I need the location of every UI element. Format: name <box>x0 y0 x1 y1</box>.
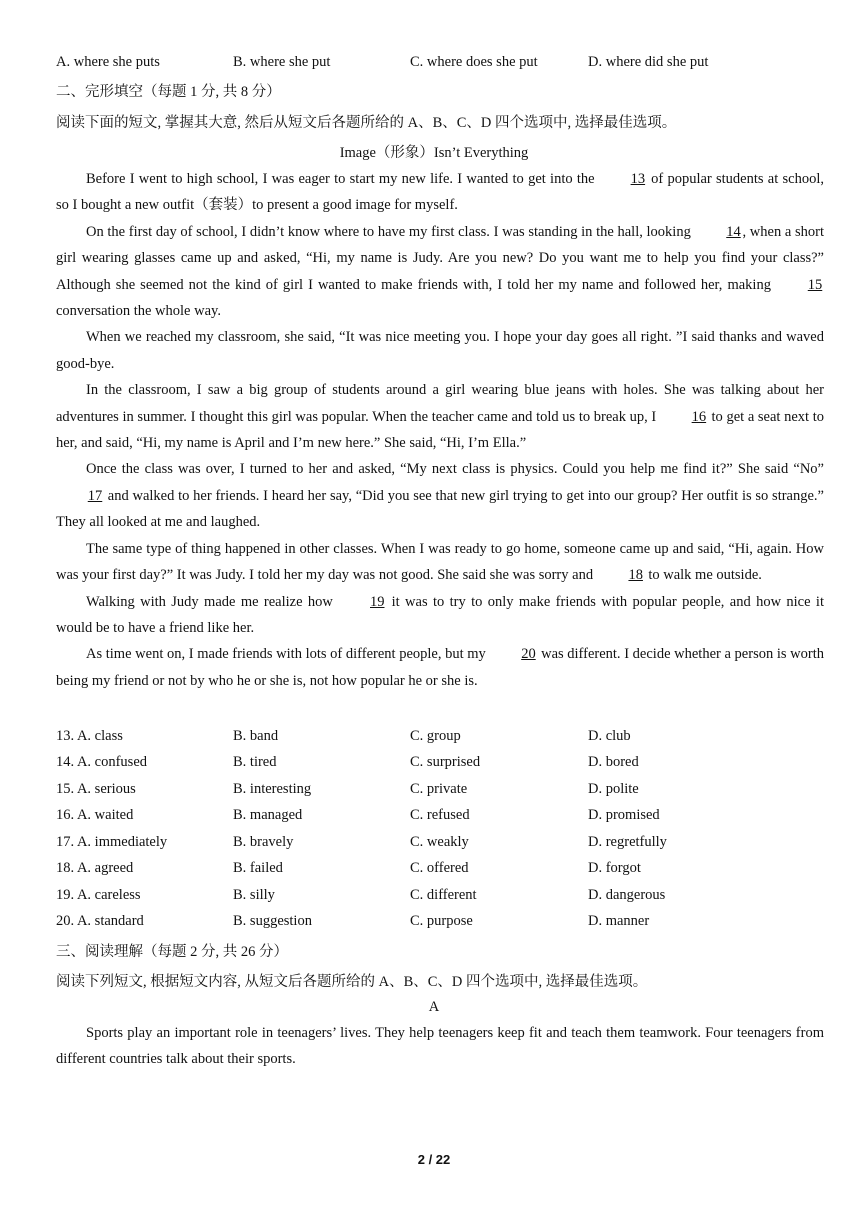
paragraph-1: Before I went to high school, I was eager to start my new life. I wanted to get into the 13 of popular students at school, so I bought a new outfit（套装）to present a good image for myself. <box>56 166 824 219</box>
choice-d: D. regretfully <box>588 834 667 850</box>
choice-b: B. silly <box>233 887 275 903</box>
choice-a: 15. A. serious <box>56 781 136 797</box>
section3-heading: 三、阅读理解（每题 2 分, 共 26 分） <box>56 944 288 960</box>
question-row <box>56 887 826 907</box>
choice-c: C. weakly <box>410 834 469 850</box>
question-row <box>56 807 826 827</box>
passage-label: A <box>428 999 440 1015</box>
choice-d: D. club <box>588 728 631 744</box>
paragraph-8: As time went on, I made friends with lots of different people, but my 20 was different. I decide whether a person is worth being my friend or not by who he or she is, not how popular he or she is. <box>56 641 824 694</box>
option-d: D. where did she put <box>588 54 709 70</box>
choice-c: C. different <box>410 887 477 903</box>
blank-18: 18 <box>628 567 643 584</box>
paragraph-3: When we reached my classroom, she said, “It was nice meeting you. I hope your day goes all right. ”I said thanks and waved good-bye. <box>56 329 824 372</box>
choice-b: B. suggestion <box>233 913 312 929</box>
blank-13: 13 <box>630 171 646 187</box>
choice-d: D. dangerous <box>588 887 666 903</box>
choice-a: 13. A. class <box>56 728 123 744</box>
choice-a: 19. A. careless <box>56 887 141 903</box>
reading-intro: Sports play an important role in teenagers’ lives. They help teenagers keep fit and teach them teamwork. Four teenagers from different countries talk about their sports. <box>56 1025 824 1068</box>
choice-c: C. group <box>410 728 461 744</box>
previous-question-options <box>56 54 826 74</box>
question-row <box>56 860 826 880</box>
passage-title: Image（形象）Isn’t Everything <box>339 145 529 161</box>
choice-a: 17. A. immediately <box>56 834 168 850</box>
blank-15: 15 <box>807 276 823 293</box>
choice-a: 18. A. agreed <box>56 860 134 876</box>
choice-d: D. manner <box>588 913 650 929</box>
question-row <box>56 913 826 933</box>
choice-c: C. refused <box>410 807 470 823</box>
paragraph-6: The same type of thing happened in other classes. When I was ready to go home, someone came up and said, “Hi, again. How was your first day?” It was Judy. I told her my day was not good. She said she was sorry and 18 to walk me outside. <box>56 536 824 589</box>
choice-b: B. tired <box>233 754 277 770</box>
paragraph-7: Walking with Judy made me realize how 19 it was to try to only make friends with popular people, and how nice it would be to have a friend like her. <box>56 589 824 642</box>
option-a: A. where she puts <box>56 54 160 70</box>
option-c: C. where does she put <box>410 54 538 70</box>
choice-d: D. forgot <box>588 860 641 876</box>
blank-20: 20 <box>521 646 536 663</box>
blank-14: 14 <box>726 223 741 240</box>
paragraph-2: On the first day of school, I didn’t know where to have my first class. I was standing in the hall, looking 14 , when a short girl wearing glasses came up and asked, “Hi, my name is Judy. Are you new? Do you want me to help you find your class?” Although she seemed not the kind of girl I wanted to make friends with, I told her my name and followed her, making 15 conversation the whole way. <box>56 219 824 325</box>
choice-b: B. bravely <box>233 834 294 850</box>
choice-d: D. bored <box>588 754 639 770</box>
question-row <box>56 834 826 854</box>
blank-17: 17 <box>87 487 103 504</box>
question-row <box>56 754 826 774</box>
question-row <box>56 728 826 748</box>
reading-passage-a <box>56 1020 824 1073</box>
choice-b: B. interesting <box>233 781 312 797</box>
paragraph-4: In the classroom, I saw a big group of students around a girl wearing blue jeans with holes. She was talking about her adventures in summer. I thought this girl was popular. When the teacher came and told us to break up, I 16 to get a seat next to her, and said, “Hi, my name is April and I’m new here.” She said, “Hi, I’m Ella.” <box>56 382 824 452</box>
question-row <box>56 781 826 801</box>
choice-a: 20. A. standard <box>56 913 144 929</box>
choice-c: C. offered <box>410 860 469 876</box>
choice-a: 14. A. confused <box>56 754 148 770</box>
blank-19: 19 <box>370 593 385 610</box>
option-b: B. where she put <box>233 54 331 70</box>
section2-instruction: 阅读下面的短文, 掌握其大意, 然后从短文后各题所给的 A、B、C、D 四个选项中, 选择最佳选项。 <box>56 115 677 131</box>
section2-heading: 二、完形填空（每题 1 分, 共 8 分） <box>56 84 281 100</box>
choice-c: C. purpose <box>410 913 473 929</box>
choice-d: D. promised <box>588 807 660 823</box>
page-number: 2 / 22 <box>417 1152 451 1167</box>
paragraph-5: Once the class was over, I turned to her and asked, “My next class is physics. Could you help me find it?” She said “No” 17 and walked to her friends. I heard her say, “Did you see that new girl trying to get into our group? Her outfit is so strange.” They all looked at me and laughed. <box>56 461 824 531</box>
blank-16: 16 <box>691 408 707 425</box>
choice-d: D. polite <box>588 781 639 797</box>
choice-b: B. failed <box>233 860 283 876</box>
choice-c: C. private <box>410 781 468 797</box>
choice-c: C. surprised <box>410 754 481 770</box>
section3-instruction: 阅读下列短文, 根据短文内容, 从短文后各题所给的 A、B、C、D 四个选项中, 选择最佳选项。 <box>56 974 648 990</box>
choice-a: 16. A. waited <box>56 807 134 823</box>
cloze-passage <box>56 166 824 694</box>
choice-b: B. band <box>233 728 279 744</box>
choice-b: B. managed <box>233 807 303 823</box>
